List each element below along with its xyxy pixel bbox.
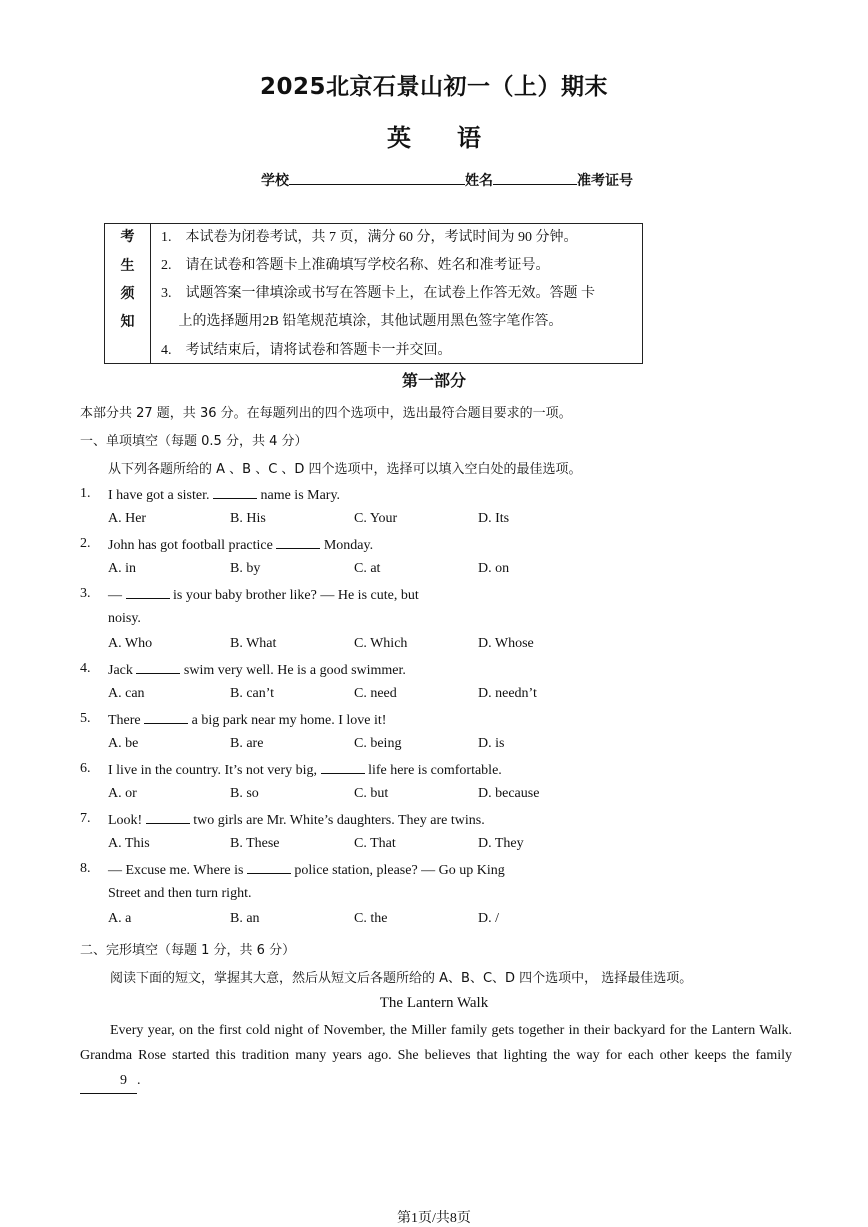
part1-intro: 本部分共 27 题，共 36 分。在每题列出的四个选项中，选出最符合题目要求的一项。 [80,406,572,421]
question-text: Look! [108,813,146,828]
answer-option[interactable]: C. at [354,561,381,576]
passage-title: The Lantern Walk [379,995,489,1011]
question-number: 5. [80,711,91,726]
answer-option[interactable]: A. in [108,561,136,576]
answer-option[interactable]: B. so [230,786,259,801]
question-text: is your baby brother like? — He is cute, but [169,588,419,603]
answer-blank [247,861,291,874]
answer-option[interactable]: D. needn’t [478,686,537,701]
question-stem [108,811,485,829]
answer-option[interactable]: D. because [478,786,540,801]
question-text-continued: Street and then turn right. [108,886,252,901]
notice-item: 3. 试题答案一律填涂或书写在答题卡上，在试卷上作答无效。答题 卡 [161,286,595,301]
question-text: — [108,588,126,603]
answer-option[interactable]: A. a [108,911,132,926]
question-stem [108,486,340,504]
notice-head-char: 知 [120,314,135,330]
page-title: 2025北京石景山初一（上）期末 [259,74,608,100]
question-stem [108,711,386,729]
notice-item: 1. 本试卷为闭卷考试，共 7 页，满分 60 分，考试时间为 90 分钟。 [161,230,578,245]
part1-title: 第一部分 [401,371,466,390]
notice-box [104,223,643,364]
answer-blank [126,586,170,599]
school-label: 学校 [261,173,289,189]
answer-option[interactable]: C. That [354,836,396,851]
answer-blank [321,761,365,774]
question-text: a big park near my home. I love it! [188,713,387,728]
notice-item: 上的选择题用2B 铅笔规范填涂，其他试题用黑色签字笔作答。 [161,314,563,329]
subject-char-2: 语 [457,124,481,152]
answer-option[interactable]: B. His [230,511,266,526]
answer-option[interactable]: D. is [478,736,505,751]
passage-text: Every year, on the first cold night of November, the Miller family gets together in their backyard for the Lantern Walk. Grandma Rose started this tradition many years ago. She believes that lighting the way for each other keeps the family [80,1023,792,1063]
notice-item: 4. 考试结束后，请将试卷和答题卡一并交回。 [161,343,452,358]
blank-number: 9 [80,1068,137,1094]
section1-instructions: 从下列各题所给的 A 、B 、C 、D 四个选项中，选择可以填入空白处的最佳选项。 [108,462,582,477]
answer-option[interactable]: A. can [108,686,145,701]
question-number: 7. [80,811,91,826]
question-text: I live in the country. It’s not very big, [108,763,321,778]
answer-option[interactable]: B. What [230,636,277,651]
question-number: 1. [80,486,91,501]
id-label: 准考证号 [577,173,633,189]
question-number: 6. [80,761,91,776]
subject-title [0,118,868,153]
question-text: There [108,713,145,728]
answer-option[interactable]: C. the [354,911,388,926]
section2-title: 二、完形填空（每题 1 分，共 6 分） [80,943,296,958]
subject-char-1: 英 [387,124,411,152]
question-stem [108,536,373,554]
question-text: police station, please? — Go up King [290,863,505,878]
answer-option[interactable]: C. but [354,786,389,801]
answer-blank [136,661,180,674]
question-stem [108,761,502,779]
question-text: Monday. [320,538,374,553]
answer-option[interactable]: C. Which [354,636,408,651]
answer-blank [144,711,188,724]
notice-head-char: 考 [120,229,135,245]
question-text: John has got football practice [108,538,277,553]
answer-option[interactable]: A. Who [108,636,153,651]
answer-option[interactable]: A. be [108,736,139,751]
answer-option[interactable]: D. / [478,911,499,926]
name-label: 姓名 [465,173,493,189]
answer-option[interactable]: D. They [478,836,524,851]
answer-option[interactable]: B. are [230,736,264,751]
answer-option[interactable]: C. Your [354,511,398,526]
answer-blank [276,536,320,549]
answer-blank [146,811,190,824]
question-text: life here is comfortable. [364,763,502,778]
question-number: 2. [80,536,91,551]
question-number: 3. [80,586,91,601]
answer-option[interactable]: B. by [230,561,261,576]
answer-option[interactable]: D. on [478,561,510,576]
page-number: 第1页/共8页 [397,1211,471,1226]
question-text: name is Mary. [256,488,341,503]
school-blank[interactable] [289,170,465,185]
notice-head-char: 生 [120,258,135,274]
answer-option[interactable]: B. These [230,836,280,851]
answer-option[interactable]: D. Whose [478,636,534,651]
question-text: Jack [108,663,137,678]
notice-head-char: 须 [120,286,135,302]
question-stem [108,661,406,679]
notice-head [105,224,151,363]
question-stem [108,861,505,879]
answer-option[interactable]: A. This [108,836,150,851]
answer-option[interactable]: B. an [230,911,260,926]
answer-blank [213,486,257,499]
name-blank[interactable] [493,170,577,185]
question-text: two girls are Mr. White’s daughters. They are twins. [189,813,485,828]
answer-option[interactable]: B. can’t [230,686,275,701]
section2-instructions: 阅读下面的短文，掌握其大意，然后从短文后各题所给的 A、B、C、D 四个选项中， 选择最佳选项。 [110,971,693,986]
passage-paragraph [80,1018,792,1094]
student-info-line [261,170,633,190]
answer-option[interactable]: A. or [108,786,137,801]
question-text: swim very well. He is a good swimmer. [180,663,406,678]
answer-option[interactable]: C. need [354,686,397,701]
passage-end: . [137,1073,141,1088]
question-stem [108,586,419,604]
answer-option[interactable]: C. being [354,736,402,751]
answer-option[interactable]: D. Its [478,511,510,526]
question-number: 4. [80,661,91,676]
section1-title: 一、单项填空（每题 0.5 分，共 4 分） [80,434,308,449]
question-text: I have got a sister. [108,488,213,503]
question-text: — Excuse me. Where is [108,863,247,878]
question-number: 8. [80,861,91,876]
answer-option[interactable]: A. Her [108,511,147,526]
notice-item: 2. 请在试卷和答题卡上准确填写学校名称、姓名和准考证号。 [161,258,550,273]
question-text-continued: noisy. [108,611,141,626]
